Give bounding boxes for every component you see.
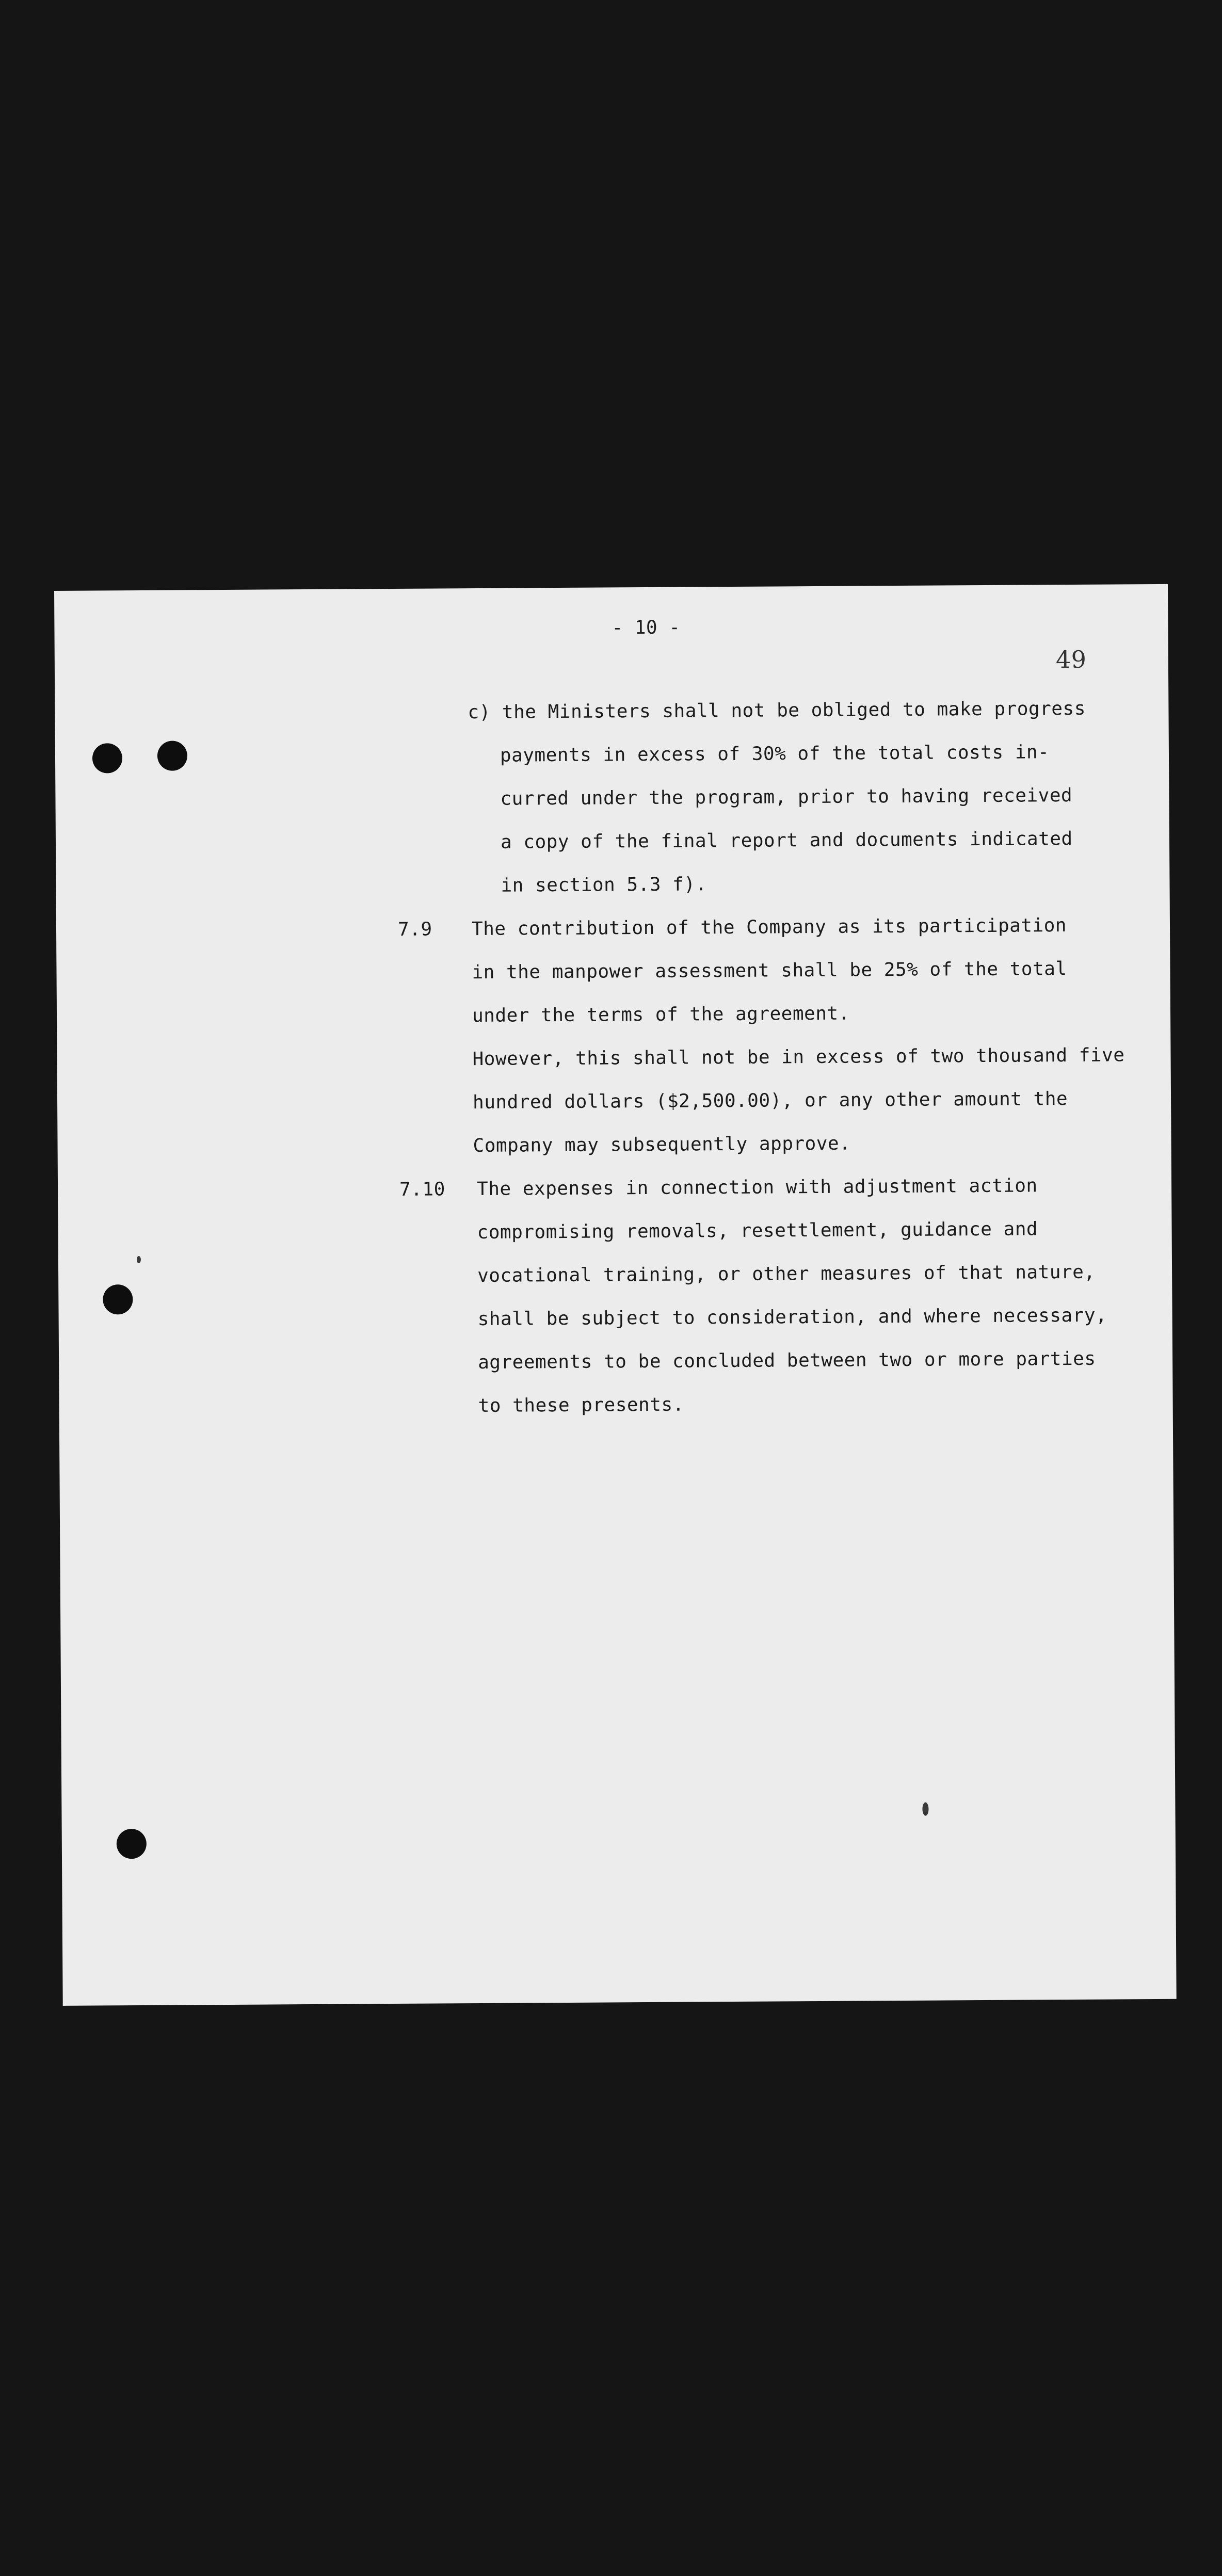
clause-c-line: a copy of the final report and documents indicated: [500, 828, 1073, 853]
punch-hole: [157, 740, 187, 770]
section-7-10-line: agreements to be concluded between two or more parties: [478, 1348, 1096, 1374]
speck: [137, 1256, 141, 1263]
clause-c-line: payments in excess of 30% of the total costs in-: [500, 742, 1050, 766]
punch-hole: [103, 1284, 133, 1314]
section-7-10-line: vocational training, or other measures of that nature,: [477, 1261, 1096, 1287]
section-number: 7.10: [399, 1179, 445, 1200]
section-7-9-line: hundred dollars ($2,500.00), or any other amount the: [472, 1088, 1068, 1114]
clause-c-line: in section 5.3 f).: [501, 874, 707, 896]
section-number: 7.9: [397, 919, 432, 940]
speck: [922, 1802, 928, 1816]
section-7-9-line: under the terms of the agreement.: [472, 1003, 850, 1027]
section-7-10-line: to these presents.: [478, 1394, 684, 1417]
section-7-9-line: Company may subsequently approve.: [473, 1133, 851, 1157]
clause-c-line: curred under the program, prior to having received: [500, 784, 1073, 810]
section-7-9-line: However, this shall not be in excess of two thousand five: [472, 1044, 1125, 1070]
document-page: [54, 584, 1177, 2006]
section-7-9-line: in the manpower assessment shall be 25% of the total: [472, 958, 1067, 984]
section-7-9-line: The contribution of the Company as its participation: [471, 915, 1067, 940]
section-7-10-line: The expenses in connection with adjustment action: [476, 1175, 1038, 1200]
section-7-10-line: shall be subject to consideration, and where necessary,: [477, 1305, 1107, 1330]
clause-c-line: c) the Ministers shall not be obliged to make progress: [468, 698, 1086, 723]
folio-number: 49: [1055, 645, 1087, 674]
punch-hole: [92, 743, 122, 773]
page-number: - 10 -: [612, 617, 681, 639]
section-7-10-line: compromising removals, resettlement, guidance and: [477, 1218, 1038, 1244]
punch-hole: [117, 1829, 147, 1859]
